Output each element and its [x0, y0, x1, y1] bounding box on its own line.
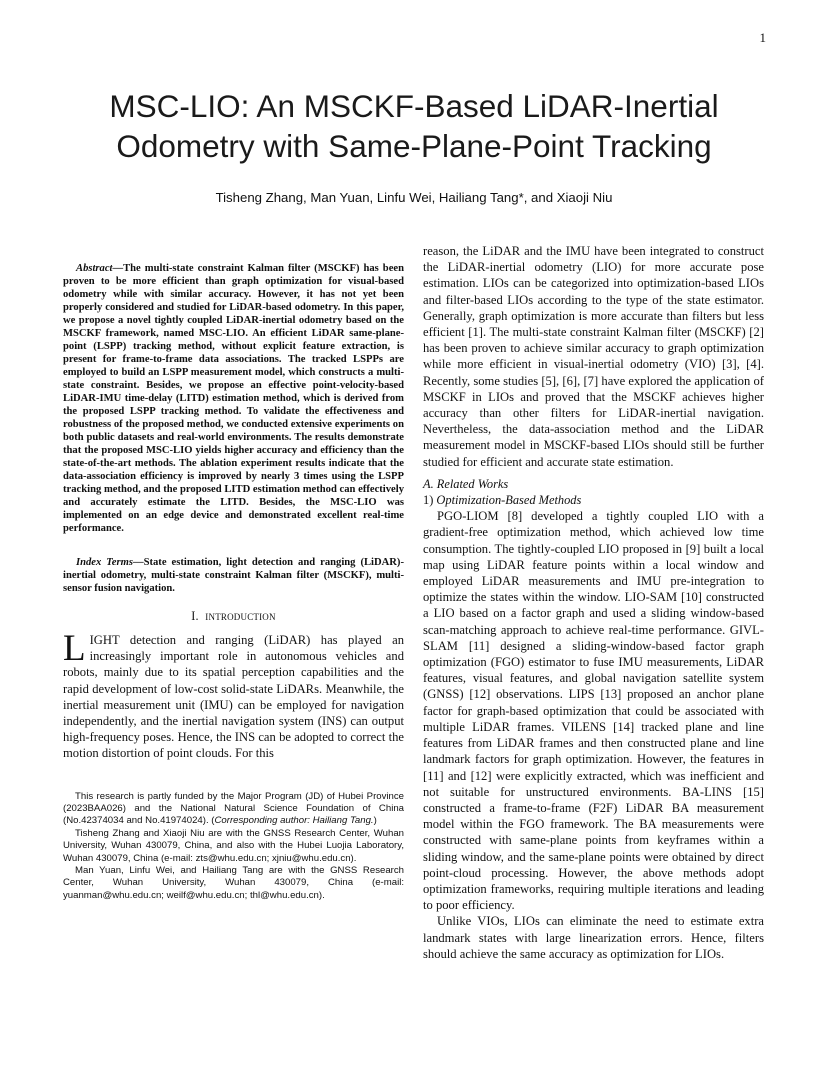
section-number: I.: [191, 609, 199, 623]
paragraph-optimization-methods: PGO-LIOM [8] developed a tightly coupled LIO with a gradient-free optimization method, which achieved low time consumption. The tightly-coupled LIO proposed in [9] built a local map using LiDAR feature points within a local window and employed LiDAR measurements and IMU pre-integration to optimize the states within the window. LIO-SAM [10] constructed a LIO based on a factor graph and used a sliding window-based scan-matching approach to achieve real-time performance. GIVL-SLAM [11] designed a sliding-window-based factor graph optimization (FGO) estimator to fuse IMU measurements, LiDAR features, visual features, and global navigation satellite system (GNSS) [12] observations. LIPS [13] proposed an anchor plane factor for graph-based optimization that could be associated with multiple LiDAR frames. VILENS [14] tracked plane and line features from LiDAR frames and then constructed plane and line landmark factors for graph optimization. However, the features in [11] and [12] were explicitly extracted, which was inefficient and not suitable for unstructured environments. BA-LINS [15] constructed a frame-to-frame (F2F) LiDAR BA measurement model within the FGO framework. The BA measurements were constructed with same-plane points from keyframes within a sliding window, and the same-plane points were obtained by direct point-cloud processing. However, the above methods adopt optimization frameworks, requiring multiple iterations and leading to poor efficiency.: [423, 509, 764, 913]
footnote-funding-text: This research is partly funded by the Major Program (JD) of Hubei Province (2023BAA026) and the National Natural Science Foundation of China (No.42374034 and No.41974024). (: [63, 790, 404, 827]
title-line-2: Odometry with Same-Plane-Point Tracking: [116, 128, 712, 164]
subsection-heading: A. Related Works: [423, 476, 509, 491]
section-heading-introduction: [63, 609, 404, 624]
left-column: [63, 243, 404, 902]
paragraph-filter-methods: Unlike VIOs, LIOs can eliminate the need to estimate extra landmark states with large linearization errors. Hence, filters should achieve the same accuracy as optimization for LIOs.: [423, 914, 764, 961]
footnote-block: [63, 791, 404, 903]
drop-cap: L: [63, 628, 86, 669]
index-terms-lead: Index Terms: [76, 557, 133, 568]
footnote-funding: [63, 791, 404, 828]
abstract-lead: Abstract: [76, 263, 113, 274]
introduction-paragraph: [63, 628, 404, 762]
index-terms: [63, 556, 404, 595]
footnote-affiliation-1: Tisheng Zhang and Xiaoji Niu are with the GNSS Research Center, Wuhan University, Wuhan 430079, China, and also with the Hubei Luojia Laboratory, Wuhan 430079, China (e-mail: zts@whu.edu.cn; xjniu@whu.edu.cn).: [63, 827, 404, 864]
page-number: 1: [759, 30, 766, 45]
paragraph-intro-continued: reason, the LiDAR and the IMU have been integrated to construct the LiDAR-inertial odometry (LIO) for more accurate pose estimation. LIOs can be categorized into optimization-based LIOs and filter-based LIOs according to the type of the state estimator. Generally, graph optimization is more accurate than filters but less efficient [1]. The multi-state constraint Kalman filter (MSCKF) [2] has been proven to achieve similar accuracy to graph optimization while more efficient in visual-inertial odometry (VIO) [3], [4]. Recently, some studies [5], [6], [7] have explored the application of MSCKF in LIOs and proved that the MSCKF achieves higher accuracy than other filters for LiDAR-inertial navigation. Nevertheless, the data-association method and the LiDAR measurement model in MSCKF-based LIOs should still be further studied for efficient and accurate state estimation.: [423, 244, 764, 469]
abstract: [63, 262, 404, 535]
introduction-text: IGHT detection and ranging (LiDAR) has played an increasingly important role in autonomous vehicles and robots, mainly due to its spatial perception capabilities and the rapid development of low-cost solid-state LiDARs. Meanwhile, the inertial measurement unit (IMU) can be employed for navigation independently, and the inertial navigation system (INS) can output high-frequency poses. Hence, the INS can be adopted to correct the motion distortion of point clouds. For this: [63, 633, 404, 761]
subsubsection-number: 1): [423, 493, 437, 508]
corresponding-author: Corresponding author: Hailiang Tang.: [214, 815, 374, 827]
abstract-text: —The multi-state constraint Kalman filter (MSCKF) has been proven to be more efficient than graph optimization for visual-based odometry while with similar accuracy. However, it has not yet been properly considered and studied for LiDAR-based odometry. In this paper, we propose a novel tightly coupled LiDAR-inertial odometry based on the MSCKF framework, named MSC-LIO. An efficient LiDAR same-plane-point (LSPP) tracking method, without explicit feature extraction, is present for frame-to-frame data associations. The tracked LSPPs are employed to build an LSPP measurement model, which constructs a multi-state constraint. Besides, we propose an effective point-velocity-based LiDAR-IMU time-delay (LITD) estimation method, which is derived from the proposed LSPP tracking method. To validate the effectiveness and robustness of the proposed method, we conducted extensive experiments on both public datasets and real-world environments. The results demonstrate that the proposed MSC-LIO yields higher accuracy and efficiency than the state-of-the-art methods. The ablation experiment results indicate that the data-association efficiency is improved by nearly 3 times using the LSPP tracking method, and the proposed LITD estimation method can effectively and accurately estimate the LITD. Besides, the MSC-LIO was implemented on an edge device and demonstrated excellent real-time performance.: [63, 263, 404, 534]
subsubsection-heading: [423, 492, 764, 508]
subsubsection-title: Optimization-Based Methods: [436, 493, 582, 508]
index-terms-text: —State estimation, light detection and ranging (LiDAR)-inertial odometry, multi-state constraint Kalman filter (MSCKF), multi-sensor fusion navigation.: [63, 557, 404, 594]
section-title: introduction: [205, 609, 276, 623]
footnote-affiliation-2: Man Yuan, Linfu Wei, and Hailiang Tang are with the GNSS Research Center, Wuhan University, Wuhan 430079, China (e-mail: yuanman@whu.edu.cn; weilf@whu.edu.cn; thl@whu.edu.cn).: [63, 865, 404, 901]
author-list: Tisheng Zhang, Man Yuan, Linfu Wei, Hailiang Tang*, and Xiaoji Niu: [215, 190, 613, 205]
paper-title: [0, 86, 828, 166]
right-column: [423, 243, 764, 962]
title-line-1: MSC-LIO: An MSCKF-Based LiDAR-Inertial: [109, 88, 719, 124]
footnote-funding-close: ): [373, 815, 377, 827]
